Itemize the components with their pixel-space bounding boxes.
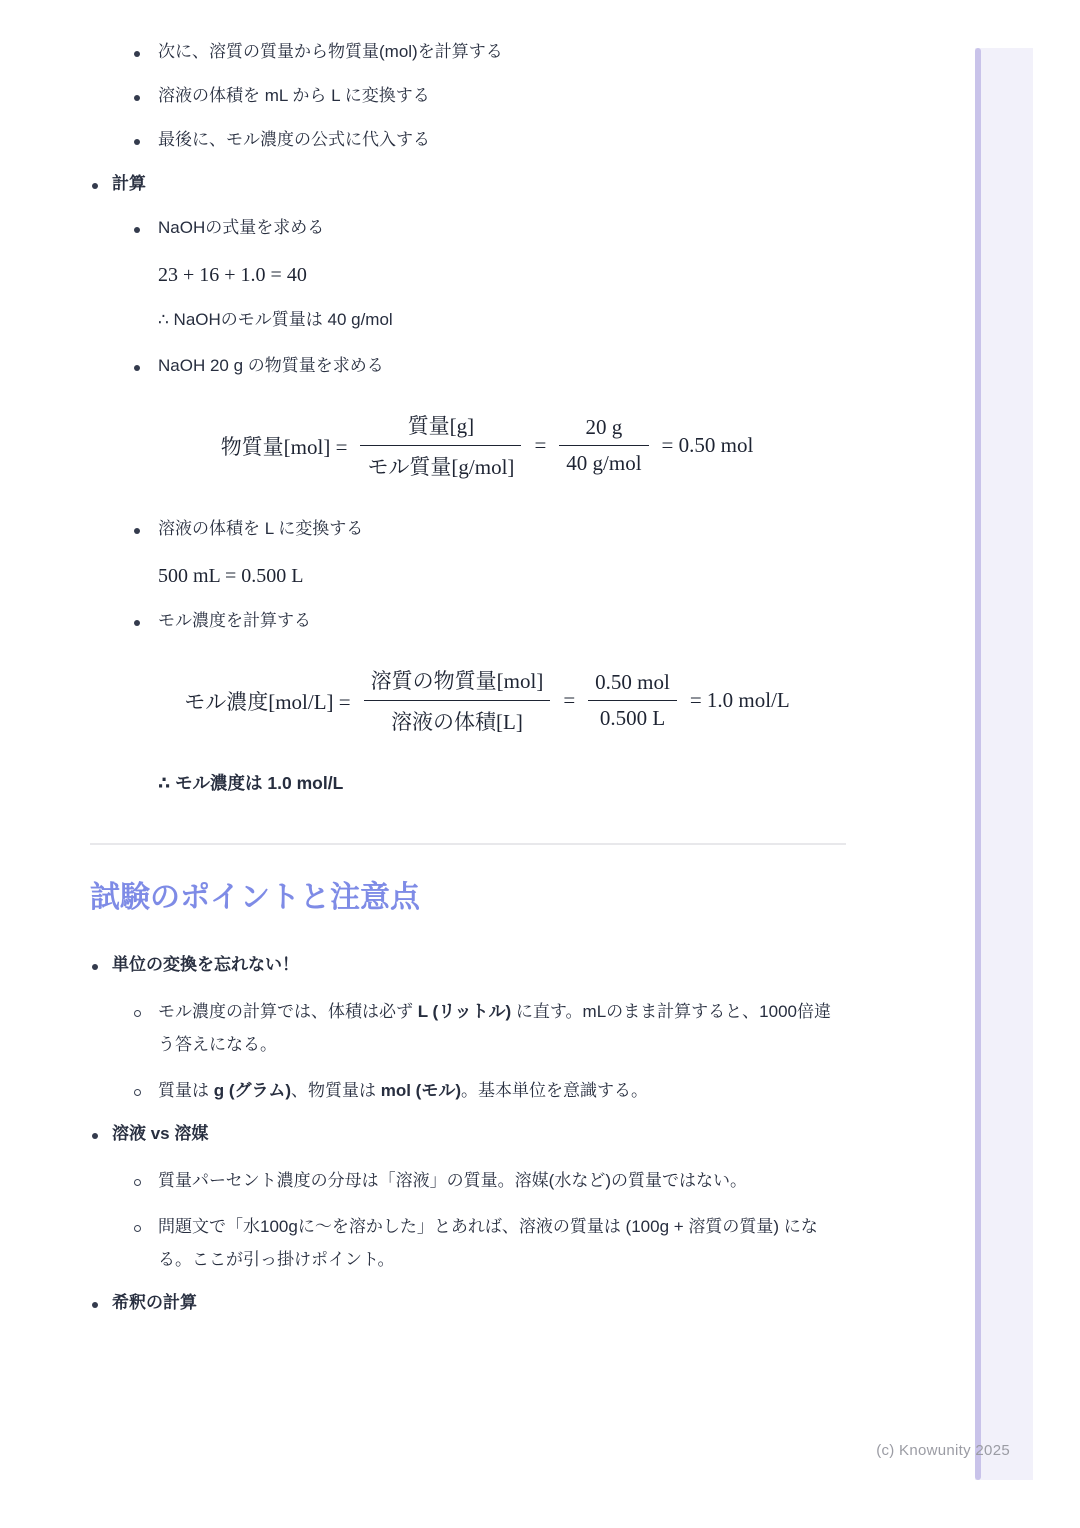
- text-segment: モル濃度を計算する: [158, 611, 311, 630]
- bullet-marker-box: [134, 515, 158, 543]
- bullet-marker-box: [90, 170, 112, 198]
- list-item-text: [112, 170, 846, 198]
- fraction-numerator: 溶質の物質量[mol]: [370, 669, 544, 693]
- bullet-marker-box: [134, 126, 158, 154]
- scrollbar-track[interactable]: [975, 48, 1033, 1480]
- bullet-marker-box: [90, 1120, 112, 1148]
- disc-bullet-icon: [92, 1302, 98, 1308]
- fraction: [559, 415, 648, 476]
- disc-bullet-icon: [92, 964, 98, 970]
- text-segment: 最後に、モル濃度の公式に代入する: [158, 130, 430, 149]
- text-segment: 溶液の体積を L に変換する: [158, 519, 364, 538]
- fraction-numerator: 0.50 mol: [595, 670, 670, 694]
- section-heading: 試験のポイントと注意点: [90, 881, 420, 914]
- text-line: [158, 306, 846, 334]
- bullet-marker-box: [134, 82, 158, 110]
- bullet-marker-box: [134, 352, 158, 380]
- text-segment: ∴ NaOHのモル質量は 40 g/mol: [158, 310, 393, 329]
- list-item-text: [158, 1164, 846, 1197]
- list-item: [90, 214, 846, 242]
- bullet-marker-box: [134, 38, 158, 66]
- document-content: [90, 38, 846, 1333]
- bullet-marker-box: [90, 1289, 112, 1317]
- text-segment: 単位の変換を忘れない！: [112, 955, 299, 974]
- list-item: [90, 1120, 846, 1148]
- math-line: 23 + 16 + 1.0 = 40: [158, 264, 307, 286]
- disc-bullet-icon: [134, 620, 140, 626]
- disc-bullet-icon: [134, 227, 140, 233]
- bullet-marker-box: [134, 607, 158, 635]
- fraction-numerator: 20 g: [585, 415, 623, 439]
- bullet-marker-box: [134, 995, 158, 1028]
- list-item: [90, 126, 846, 154]
- circle-bullet-icon: [134, 1179, 141, 1186]
- circle-bullet-icon: [134, 1225, 141, 1232]
- fraction-denominator: 0.500 L: [588, 700, 677, 731]
- list-item: [90, 607, 846, 635]
- text-segment: 計算: [112, 174, 146, 193]
- disc-bullet-icon: [134, 95, 140, 101]
- bullet-marker-box: [134, 1074, 158, 1107]
- text-segment: モル濃度の計算では、体積は必ず: [158, 1002, 418, 1021]
- text-segment: 質量は: [158, 1081, 214, 1100]
- list-item: [90, 995, 846, 1061]
- math-formula: [158, 410, 816, 481]
- formula-text: モル濃度[mol/L] =: [184, 689, 351, 714]
- list-item: [90, 1289, 846, 1317]
- list-item-text: [158, 1210, 846, 1276]
- conclusion-line: [158, 770, 846, 795]
- bullet-marker-box: [134, 214, 158, 242]
- list-item-text: [112, 1120, 846, 1148]
- list-item-text: [158, 515, 846, 543]
- formula-text: = 1.0 mol/L: [689, 688, 790, 712]
- text-segment: g (グラム): [213, 1081, 291, 1100]
- text-segment: 質量パーセント濃度の分母は「溶液」の質量。溶媒(水など)の質量ではない。: [158, 1171, 747, 1190]
- list-item-text: [158, 214, 846, 242]
- text-segment: NaOHの式量を求める: [158, 218, 325, 237]
- text-segment: に直す。mLのまま計算すると、1000倍違う答えになる。: [158, 1002, 831, 1054]
- copyright-watermark: (c) Knowunity 2025: [876, 1442, 1010, 1459]
- scrollbar-thumb[interactable]: [975, 48, 981, 1480]
- section-divider: [90, 843, 846, 845]
- list-item: [90, 170, 846, 198]
- fraction: [364, 665, 551, 736]
- text-segment: 、物質量は: [291, 1081, 381, 1100]
- text-segment: ∴ モル濃度は 1.0 mol/L: [158, 773, 344, 793]
- text-segment: 問題文で「水100gに〜を溶かした」とあれば、溶液の質量は (100g + 溶質の質量) になる。ここが引っ掛けポイント。: [158, 1217, 818, 1269]
- disc-bullet-icon: [134, 51, 140, 57]
- fraction: [360, 410, 521, 481]
- list-item-text: [158, 126, 846, 154]
- fraction-numerator: 質量[g]: [407, 414, 475, 438]
- bullet-marker-box: [134, 1164, 158, 1197]
- list-item-text: [158, 352, 846, 380]
- text-segment: NaOH 20 g の物質量を求める: [158, 356, 384, 375]
- math-formula: [158, 665, 816, 736]
- list-item-text: [158, 607, 846, 635]
- disc-bullet-icon: [134, 139, 140, 145]
- list-item-text: [158, 82, 846, 110]
- list-item: [90, 38, 846, 66]
- text-segment: L (リットル): [417, 1002, 512, 1021]
- list-item: [90, 1074, 846, 1107]
- text-segment: 希釈の計算: [112, 1293, 197, 1312]
- list-item-text: [158, 995, 846, 1061]
- formula-text: 物質量[mol] =: [220, 434, 348, 459]
- list-item-text: [158, 38, 846, 66]
- circle-bullet-icon: [134, 1089, 141, 1096]
- fraction-denominator: 40 g/mol: [559, 445, 648, 476]
- text-segment: 。基本単位を意識する。: [461, 1081, 649, 1100]
- formula-text: = 0.50 mol: [661, 433, 754, 457]
- list-item: [90, 1164, 846, 1197]
- fraction-denominator: 溶液の体積[L]: [364, 700, 551, 736]
- disc-bullet-icon: [134, 365, 140, 371]
- list-item: [90, 1210, 846, 1276]
- formula-text: =: [534, 433, 547, 457]
- list-item: [90, 951, 846, 979]
- bullet-marker-box: [134, 1210, 158, 1243]
- fraction: [588, 670, 677, 731]
- disc-bullet-icon: [92, 183, 98, 189]
- disc-bullet-icon: [134, 528, 140, 534]
- list-item: [90, 82, 846, 110]
- fraction-denominator: モル質量[g/mol]: [360, 445, 521, 481]
- circle-bullet-icon: [134, 1010, 141, 1017]
- text-segment: 次に、溶質の質量から物質量(mol)を計算する: [158, 42, 503, 61]
- text-segment: 溶液の体積を mL から L に変換する: [158, 86, 430, 105]
- formula-text: =: [563, 688, 576, 712]
- text-segment: mol (モル): [380, 1081, 462, 1100]
- list-item-text: [112, 1289, 846, 1317]
- bullet-marker-box: [90, 951, 112, 979]
- math-line: 500 mL = 0.500 L: [158, 565, 304, 587]
- list-item-text: [158, 1074, 846, 1107]
- text-segment: 溶液 vs 溶媒: [112, 1124, 209, 1143]
- list-item: [90, 352, 846, 380]
- disc-bullet-icon: [92, 1133, 98, 1139]
- list-item: [90, 515, 846, 543]
- list-item-text: [112, 951, 846, 979]
